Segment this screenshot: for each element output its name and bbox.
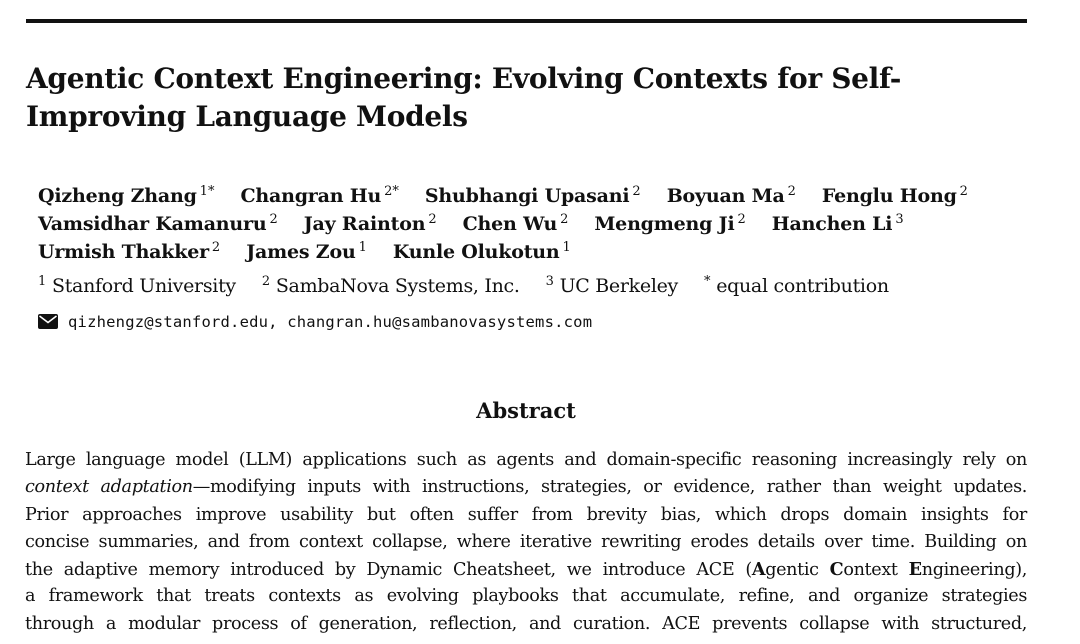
abstract-line: a framework that treats contexts as evolving playbooks that accumulate, refine, and organize strategies bbox=[25, 586, 1027, 607]
contact-line bbox=[38, 311, 592, 333]
author-name-text: Fenglu Hong bbox=[821, 185, 957, 207]
affiliation-mark: * bbox=[703, 274, 711, 289]
author-name-text: Qizheng Zhang bbox=[38, 185, 197, 207]
author-name-text: Mengmeng Ji bbox=[594, 213, 735, 235]
abstract-line: context adaptation—modifying inputs with instructions, strategies, or evidence, rather than weight updates. bbox=[25, 477, 1027, 498]
author-name bbox=[38, 234, 220, 266]
affiliation-name: equal contribution bbox=[716, 275, 889, 297]
affiliation bbox=[546, 274, 678, 297]
author-line bbox=[38, 178, 1038, 206]
author-name-text: Vamsidhar Kamanuru bbox=[38, 213, 267, 235]
abstract-body bbox=[25, 447, 1027, 638]
abstract-heading: Abstract bbox=[476, 398, 576, 423]
affiliation-name: Stanford University bbox=[51, 275, 236, 297]
affiliation-name: UC Berkeley bbox=[559, 275, 678, 297]
author-name-text: Kunle Olukotun bbox=[392, 241, 560, 263]
contact-emails[interactable]: qizhengz@stanford.edu, changran.hu@sambanovasystems.com bbox=[68, 313, 593, 331]
author-name-text: Chen Wu bbox=[462, 213, 558, 235]
author-name-text: Hanchen Li bbox=[771, 213, 893, 235]
affiliation-mark: 1 bbox=[38, 274, 46, 289]
top-rule bbox=[26, 19, 1027, 23]
affiliation bbox=[704, 274, 889, 297]
affiliation-name: SambaNova Systems, Inc. bbox=[275, 275, 520, 297]
author-name bbox=[594, 206, 745, 238]
author-affiliation-mark: 1 bbox=[358, 240, 367, 255]
author-name-text: Changran Hu bbox=[240, 185, 382, 207]
author-affiliation-mark: 2 bbox=[211, 240, 221, 255]
author-name-text: Shubhangi Upasani bbox=[424, 185, 630, 207]
author-affiliation-mark: 2 bbox=[737, 212, 746, 227]
author-name-text: Urmish Thakker bbox=[38, 241, 209, 263]
author-affiliation-mark: 2 bbox=[959, 184, 968, 199]
affiliation bbox=[38, 274, 236, 297]
author-name-text: Boyuan Ma bbox=[666, 185, 785, 207]
author-affiliation-mark: 2 bbox=[787, 184, 796, 199]
affiliation bbox=[262, 274, 520, 297]
abstract-line: Large language model (LLM) applications such as agents and domain-specific reasoning increasingly rely on bbox=[25, 450, 1027, 470]
author-affiliation-mark: 3 bbox=[895, 212, 904, 227]
abstract-line: concise summaries, and from context collapse, where iterative rewriting erodes details over time. Building on bbox=[25, 531, 1027, 552]
abstract-line: the adaptive memory introduced by Dynamic Cheatsheet, we introduce ACE (Agentic Context Engineering), bbox=[25, 559, 1027, 581]
affiliation-mark: 2 bbox=[261, 274, 270, 289]
abstract-line: Prior approaches improve usability but often suffer from brevity bias, which drops domain insights for bbox=[25, 504, 1027, 525]
abstract-line: through a modular process of generation, reflection, and curation. ACE prevents collapse with structured, bbox=[25, 613, 1027, 634]
author-name bbox=[393, 234, 571, 266]
affiliation-list bbox=[38, 274, 915, 297]
author-affiliation-mark: 2 bbox=[632, 184, 641, 199]
author-affiliation-mark: 2 bbox=[428, 212, 437, 227]
author-list bbox=[38, 178, 1038, 262]
paper-title: Agentic Context Engineering: Evolving Contexts for Self-Improving Language Models bbox=[26, 62, 902, 133]
author-name-text: Jay Rainton bbox=[303, 213, 426, 235]
author-affiliation-mark: 2 bbox=[560, 212, 569, 227]
author-name-text: James Zou bbox=[246, 241, 356, 263]
author-affiliation-mark: 1* bbox=[199, 184, 215, 199]
author-affiliation-mark: 2* bbox=[384, 184, 399, 199]
author-name bbox=[246, 234, 367, 266]
author-line bbox=[38, 234, 1038, 262]
author-name bbox=[772, 206, 904, 238]
affiliation-mark: 3 bbox=[545, 274, 554, 289]
author-line bbox=[38, 206, 1038, 234]
envelope-icon bbox=[38, 314, 58, 329]
author-affiliation-mark: 2 bbox=[269, 212, 278, 227]
author-affiliation-mark: 1 bbox=[562, 240, 571, 255]
